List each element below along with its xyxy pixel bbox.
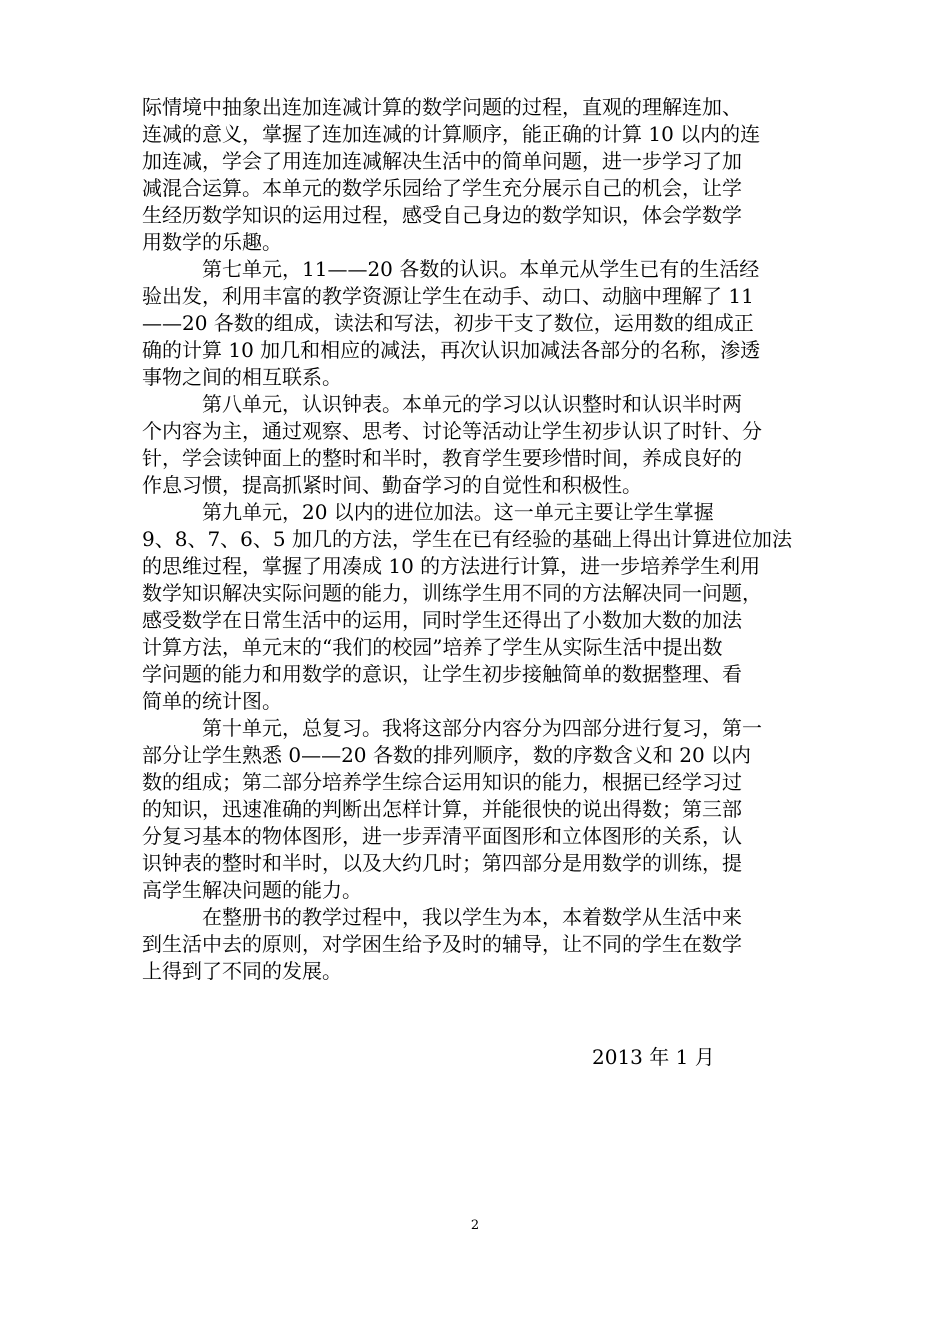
text-line: 数学知识解决实际问题的能力，训练学生用不同的方法解决同一问题， (142, 581, 762, 605)
text-line: 际情境中抽象出连加连减计算的数学问题的过程，直观的理解连加、 (142, 95, 742, 119)
paragraph (142, 94, 810, 256)
text-line: 数的组成；第二部分培养学生综合运用知识的能力，根据已经学习过 (142, 770, 742, 794)
text-line: 第十单元，总复习。我将这部分内容分为四部分进行复习，第一 (202, 716, 762, 740)
text-line: 减混合运算。本单元的数学乐园给了学生充分展示自己的机会，让学 (142, 176, 742, 200)
paragraph (142, 256, 810, 391)
text-line: 的思维过程，掌握了用凑成 10 的方法进行计算，进一步培养学生利用 (142, 554, 761, 578)
document-date: 2013 年 1 月 (592, 1045, 715, 1069)
text-line: 生经历数学知识的运用过程，感受自己身边的数学知识，体会学数学 (142, 203, 742, 227)
text-line: 用数学的乐趣。 (142, 230, 282, 254)
page-number: 2 (470, 1218, 480, 1233)
paragraph (142, 715, 810, 904)
text-line: 简单的统计图。 (142, 689, 282, 713)
text-line: 识钟表的整时和半时，以及大约几时；第四部分是用数学的训练，提 (142, 851, 742, 875)
text-line: 9、8、7、6、5 加几的方法，学生在已有经验的基础上得出计算进位加法 (142, 527, 792, 551)
text-line: 学问题的能力和用数学的意识，让学生初步接触简单的数据整理、看 (142, 662, 742, 686)
text-line: 第八单元，认识钟表。本单元的学习以认识整时和认识半时两 (202, 392, 742, 416)
text-line: 第七单元，11——20 各数的认识。本单元从学生已有的生活经 (202, 257, 760, 281)
text-line: 验出发，利用丰富的教学资源让学生在动手、动口、动脑中理解了 11 (142, 284, 754, 308)
paragraph (142, 391, 810, 499)
paragraph (142, 499, 810, 715)
text-line: 确的计算 10 加几和相应的减法，再次认识加减法各部分的名称，渗透 (142, 338, 761, 362)
text-line: 到生活中去的原则，对学困生给予及时的辅导，让不同的学生在数学 (142, 932, 742, 956)
text-line: 事物之间的相互联系。 (142, 365, 342, 389)
text-line: 加连减，学会了用连加连减解决生活中的简单问题，进一步学习了加 (142, 149, 742, 173)
text-line: 高学生解决问题的能力。 (142, 878, 362, 902)
text-line: 个内容为主，通过观察、思考、讨论等活动让学生初步认识了时针、分 (142, 419, 762, 443)
text-line: 第九单元，20 以内的进位加法。这一单元主要让学生掌握 (202, 500, 714, 524)
text-line: 上得到了不同的发展。 (142, 959, 342, 983)
text-line: ——20 各数的组成，读法和写法，初步干支了数位，运用数的组成正 (142, 311, 754, 335)
text-line: 分复习基本的物体图形，进一步弄清平面图形和立体图形的关系，认 (142, 824, 742, 848)
text-line: 在整册书的教学过程中，我以学生为本，本着数学从生活中来 (202, 905, 742, 929)
text-line: 连减的意义，掌握了连加连减的计算顺序，能正确的计算 10 以内的连 (142, 122, 761, 146)
paragraph (142, 904, 810, 985)
text-line: 计算方法，单元末的“我们的校园”培养了学生从实际生活中提出数 (142, 635, 723, 659)
text-line: 感受数学在日常生活中的运用，同时学生还得出了小数加大数的加法 (142, 608, 742, 632)
text-line: 作息习惯，提高抓紧时间、勤奋学习的自觉性和积极性。 (142, 473, 642, 497)
document-body (142, 94, 810, 985)
text-line: 针，学会读钟面上的整时和半时，教育学生要珍惜时间，养成良好的 (142, 446, 742, 470)
text-line: 的知识，迅速准确的判断出怎样计算，并能很快的说出得数；第三部 (142, 797, 742, 821)
text-line: 部分让学生熟悉 0——20 各数的排列顺序，数的序数含义和 20 以内 (142, 743, 752, 767)
